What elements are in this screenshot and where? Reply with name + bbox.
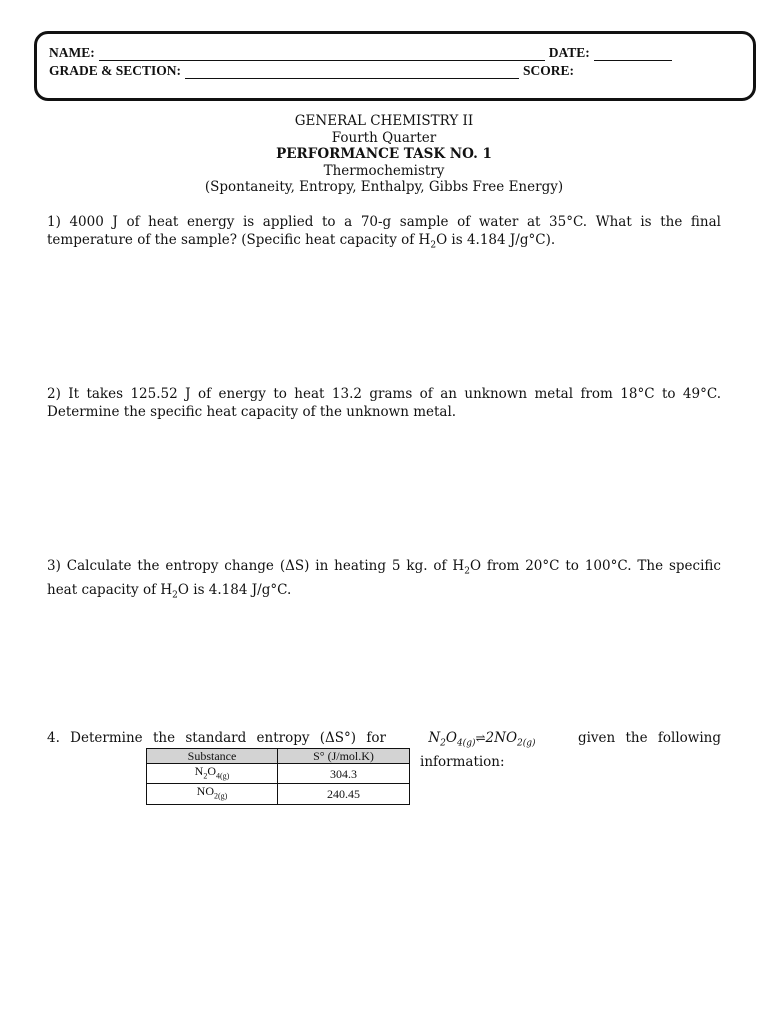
name-date-row [49, 45, 741, 61]
table-header-row [147, 749, 410, 764]
score-label: SCORE: [523, 63, 575, 78]
document-titles [0, 113, 768, 196]
question-3: 3) Calculate the entropy change (ΔS) in heating 5 kg. of $H_2O$ from 20°C to 100°C. The specific heat capacity of $H_2O$ is 4.184 J/g°C. [47, 558, 721, 601]
question-4-line: 4. Determine the standard entropy (ΔS°) for $N_2O_{4(g)}\rightleftharpoons 2NO_{2(g)}$ given the following [47, 729, 721, 753]
name-field[interactable] [99, 48, 545, 61]
date-label: DATE: [548, 45, 590, 60]
date-field[interactable] [594, 48, 672, 61]
task-title: PERFORMANCE TASK NO. 1 [276, 146, 492, 162]
entropy-table [146, 748, 410, 805]
substance-cell: $N_2O_{4(g)}$ [147, 764, 278, 784]
question-1: 1) 4000 J of heat energy is applied to a 70-g sample of water at 35°C. What is the final temperature of the sample? (Specific heat capacity of $H_2O$ is 4.184 J/g°C). [47, 214, 721, 251]
student-info-box [34, 31, 756, 101]
question-2: 2) It takes 125.52 J of energy to heat 13.2 grams of an unknown metal from 18°C to 49°C. Determine the specific heat capacity of the unknown metal. [47, 386, 721, 420]
question-4-continuation: information: [420, 753, 505, 770]
substance-cell: $NO_{2(g)}$ [147, 784, 278, 804]
subject-title: GENERAL CHEMISTRY II [294, 113, 474, 129]
topic-title: Thermochemistry [323, 162, 445, 179]
table-row [147, 784, 410, 804]
grade-section-field[interactable] [185, 66, 519, 79]
name-label: NAME: [49, 45, 95, 60]
value-cell: 240.45 [278, 784, 410, 804]
grade-section-label: GRADE & SECTION: [49, 63, 182, 78]
table-row [147, 764, 410, 784]
subtopics-title: (Spontaneity, Entropy, Enthalpy, Gibbs Free Energy) [204, 179, 564, 195]
quarter-title: Fourth Quarter [331, 129, 437, 146]
column-header: S° (J/mol.K) [278, 749, 410, 764]
value-cell: 304.3 [278, 764, 410, 784]
reaction-equation: $N_2O_{4(g)}\rightleftharpoons 2NO_{2(g)}$ [428, 730, 536, 749]
column-header: Substance [147, 749, 278, 764]
grade-score-row [49, 63, 741, 79]
